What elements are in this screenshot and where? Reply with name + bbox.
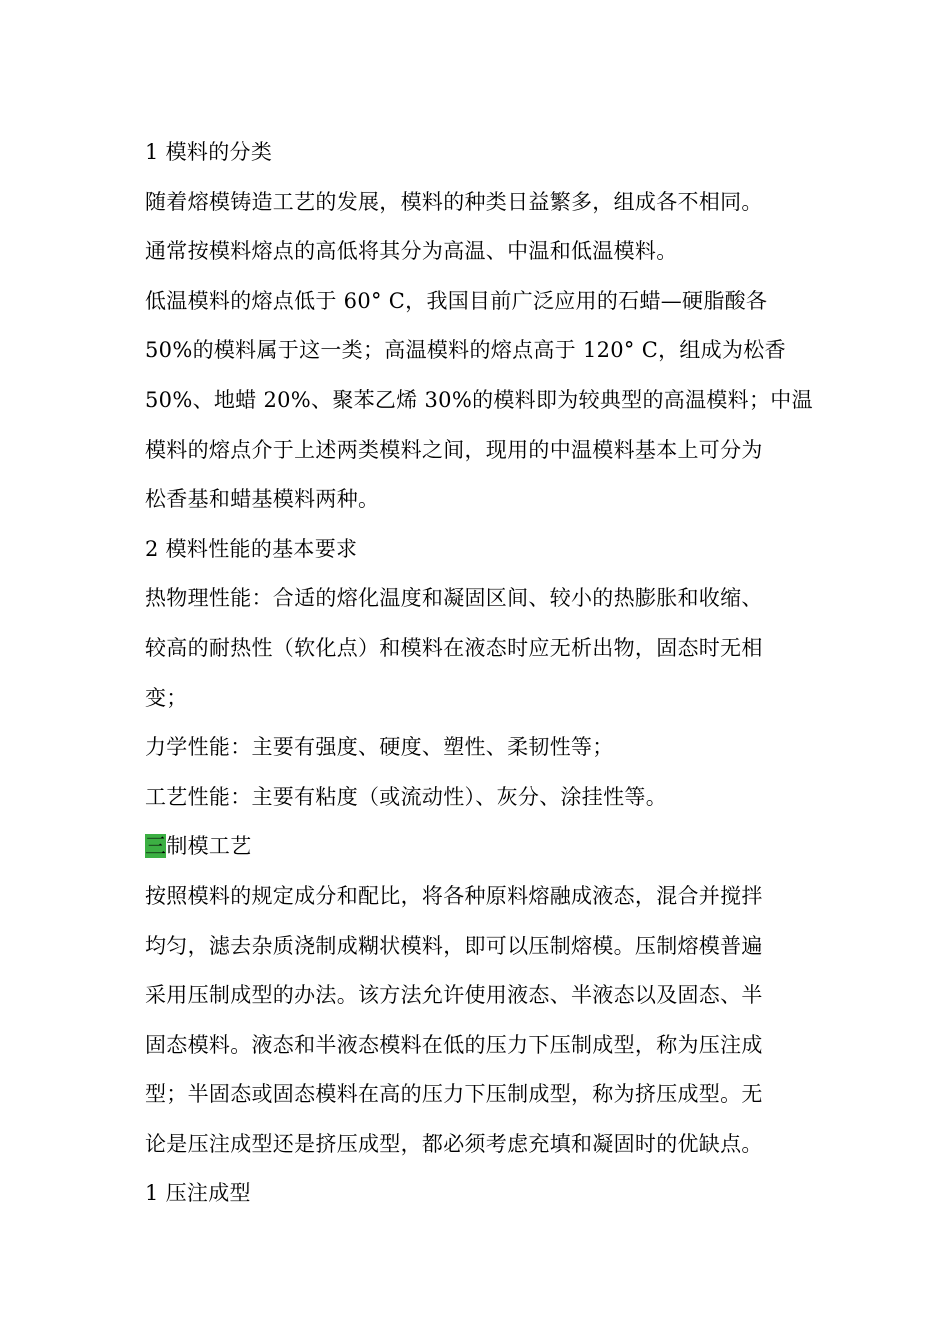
paragraph-line: 低温模料的熔点低于 60° C，我国目前广泛应用的石蜡—硬脂酸各 <box>145 288 768 313</box>
paragraph-line: 型；半固态或固态模料在高的压力下压制成型，称为挤压成型。无 <box>145 1082 763 1107</box>
paragraph-line: 50%的模料属于这一类；高温模料的熔点高于 120° C，组成为松香 <box>145 338 786 363</box>
paragraph-line: 50%、地蜡 20%、聚苯乙烯 30%的模料即为较典型的高温模料；中温 <box>145 387 813 412</box>
document-page <box>145 128 813 1219</box>
section-heading-requirements: 2 模料性能的基本要求 <box>145 536 358 561</box>
paragraph-line: 松香基和蜡基模料两种。 <box>145 487 380 512</box>
section-heading-classification: 1 模料的分类 <box>145 140 273 164</box>
paragraph-line: 模料的熔点介于上述两类模料之间，现用的中温模料基本上可分为 <box>145 437 763 462</box>
paragraph-line: 固态模料。液态和半液态模料在低的压力下压制成型，称为压注成 <box>145 1032 763 1057</box>
paragraph-line: 热物理性能：合适的熔化温度和凝固区间、较小的热膨胀和收缩、 <box>145 586 763 611</box>
paragraph-line: 随着熔模铸造工艺的发展，模料的种类日益繁多，组成各不相同。 <box>145 189 763 214</box>
paragraph-line: 论是压注成型还是挤压成型，都必须考虑充填和凝固时的优缺点。 <box>145 1131 763 1156</box>
section-heading-molding-process <box>145 822 795 872</box>
section-heading-injection-molding: 1 压注成型 <box>145 1181 251 1206</box>
paragraph-line: 采用压制成型的办法。该方法允许使用液态、半液态以及固态、半 <box>145 983 763 1008</box>
paragraph-line: 均匀，滤去杂质浇制成糊状模料，即可以压制熔模。压制熔模普遍 <box>145 933 763 958</box>
paragraph-line: 按照模料的规定成分和配比，将各种原料熔融成液态，混合并搅拌 <box>145 883 763 908</box>
highlighted-section-marker: 三 <box>145 834 167 859</box>
paragraph-line: 较高的耐热性（软化点）和模料在液态时应无析出物，固态时无相 <box>145 635 763 660</box>
paragraph-line: 变； <box>145 685 188 710</box>
paragraph-line-process: 工艺性能：主要有粘度（或流动性）、灰分、涂挂性等。 <box>145 784 667 809</box>
section-title: 制模工艺 <box>166 834 252 859</box>
paragraph-line-mechanical: 力学性能：主要有强度、硬度、塑性、柔韧性等； <box>145 735 614 760</box>
paragraph-line: 通常按模料熔点的高低将其分为高温、中温和低温模料。 <box>145 239 678 264</box>
